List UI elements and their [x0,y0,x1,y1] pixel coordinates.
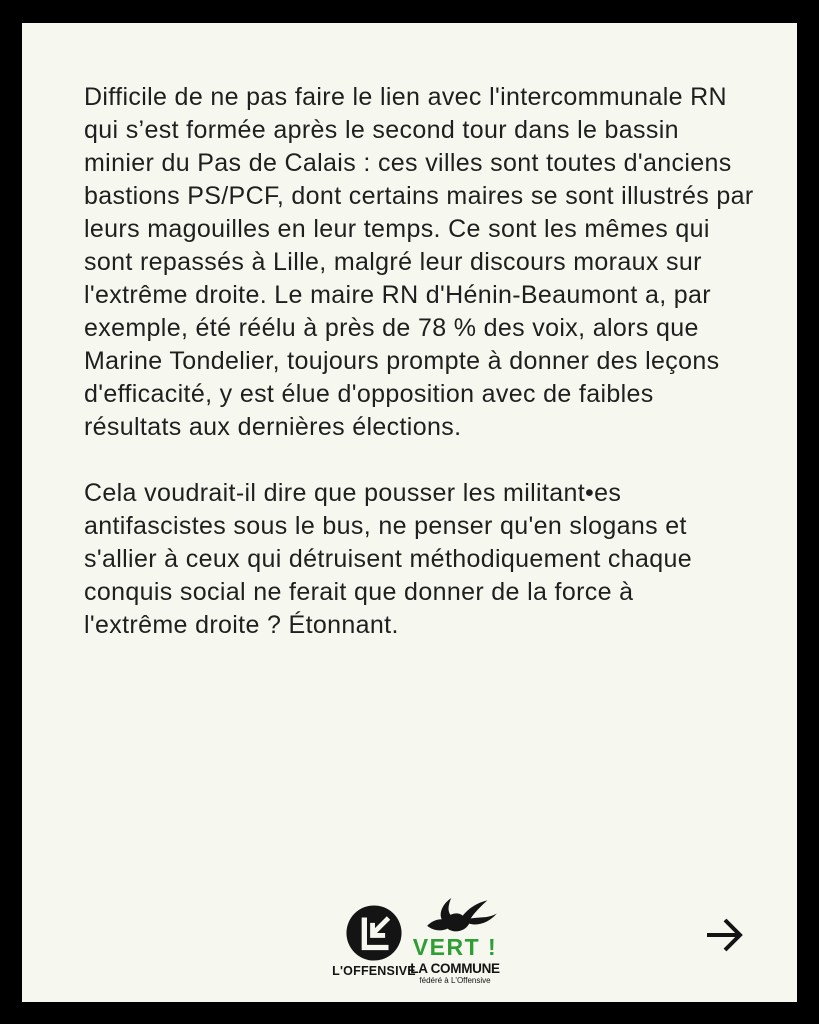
arrow-right-icon[interactable] [701,912,749,958]
text-line: antifascistes sous le bus, ne penser qu'en slogans et [84,512,687,540]
text-line: qui s’est formée après le second tour dans le bassin [84,116,679,144]
text-line: s'allier à ceux qui détruisent méthodiquement chaque [84,545,693,573]
vert-logo-title: VERT ! [412,934,498,960]
vert-logo-subtitle: LA COMMUNE [410,961,500,976]
text-line: bastions PS/PCF, dont certains maires se sont illustrés par [84,182,754,210]
text-line: l'extrême droite ? Étonnant. [84,611,399,639]
paragraph-2 [84,477,744,642]
text-line: leurs magouilles en leur temps. Ce sont les mêmes qui [84,215,710,243]
l-arrow-circle-icon [345,904,403,962]
post-panel [22,23,797,1002]
text-line: conquis social ne ferait que donner de la force à [84,578,634,606]
paragraph-1 [84,81,754,444]
text-line: Cela voudrait-il dire que pousser les militant•es [84,479,622,507]
offensive-logo-label: L'OFFENSIVE [332,964,416,978]
text-line: sont repassés à Lille, malgré leur discours moraux sur [84,248,702,276]
text-line: Difficile de ne pas faire le lien avec l'intercommunale RN [84,83,727,111]
vert-logo-tagline: fédéré à L'Offensive [419,976,491,985]
text-line: d'efficacité, y est élue d'opposition avec de faibles [84,380,654,408]
text-line: Marine Tondelier, toujours prompte à donner des leçons [84,347,720,375]
text-line: minier du Pas de Calais : ces villes sont toutes d'anciens [84,149,732,177]
text-line: exemple, été réélu à près de 78 % des voix, alors que [84,314,699,342]
text-line: l'extrême droite. Le maire RN d'Hénin-Beaumont a, par [84,281,711,309]
vert-commune-logo [402,896,508,985]
body-text [84,81,754,642]
text-line: résultats aux dernières élections. [84,413,462,441]
